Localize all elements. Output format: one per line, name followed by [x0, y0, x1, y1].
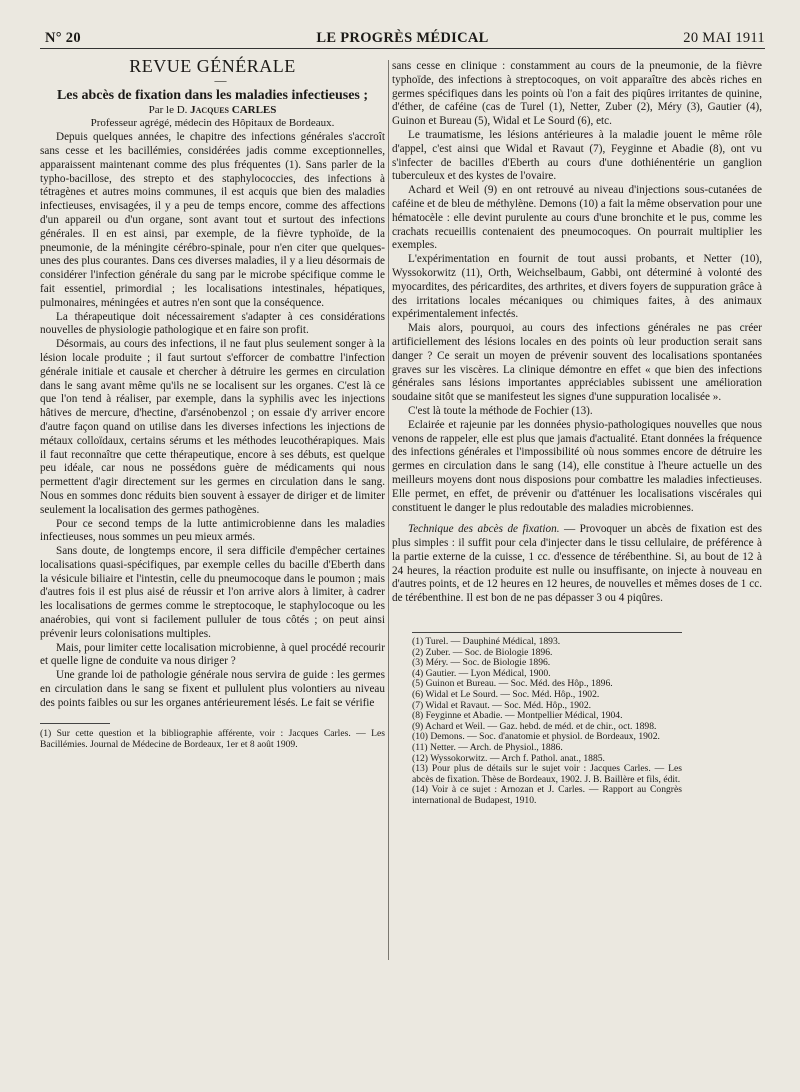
right-column: [392, 60, 762, 807]
technique-paragraph: [392, 523, 762, 606]
page-header: [40, 26, 765, 49]
paragraph: Mais alors, pourquoi, au cours des infections générales ne pas créer artificiellement des lésions locales en des points où leur production serait sans danger ? Ce serait un moyen de prévenir souvent des localisations spontanées graves sur les viscères. La clinique démontre en effet « que bien des infections générales sans lésions importantes appréciables subissent une amélioration soudaine sitôt que se manifesteut les signes d'une suppuration localisée ».: [392, 322, 762, 404]
paragraph: Eclairée et rajeunie par les données physio-pathologiques nouvelles que nous venons de rappeler, elle est plus que jamais d'actualité. Etant données la fréquence des infections générales et l'impossibilité où nous sommes encore de détruire les germes en circulation dans le sang (14), elle constitue à l'heure actuelle un des meilleurs moyens dont nous disposions pour combattre les maladies infectieuses. Elle permet, en effet, de prévenir ou d'atténuer les localisations viscérales qui constituent le danger le plus redoutable des maladies microbiennes.: [392, 418, 762, 514]
footnote-list: [412, 632, 682, 807]
footnote-item: (4) Gautier. — Lyon Médical, 1900.: [412, 667, 551, 679]
paragraph: Pour ce second temps de la lutte antimicrobienne dans les maladies infectieuses, nous sommes un peu mieux armés.: [40, 517, 385, 544]
footnote-item: (13) Pour plus de détails sur le sujet voir : Jacques Carles. — Les abcès de fixation. Thèse de Bordeaux, 1902. J. B. Baillère et fils, édit.: [412, 763, 682, 785]
paragraph: Sans doute, de longtemps encore, il sera difficile d'empêcher certaines localisations quasi-spécifiques, par exemple celles du bacille d'Eberth dans la vésicule biliaire et l'intestin, celle du pneumocoque dans le poumon ; mais d'autres fois il est plus aisé de réussir et l'on arrive alors à limiter, à cadrer les localisations de germes comme le streptocoque, le staphylocoque ou les anaérobies, qui vont si facilement pulluler de tous côtés ; on peut ainsi prévenir leurs colonisations multiples.: [40, 545, 385, 640]
footnote-item: (3) Méry. — Soc. de Biologie 1896.: [412, 657, 551, 669]
issue-number: N° 20: [45, 30, 81, 46]
article-title: Les abcès de fixation dans les maladies infectieuses ;: [56, 87, 369, 103]
paragraph: Le traumatisme, les lésions antérieures à la maladie jouent le même rôle d'appel, c'est ainsi que Widal et Ravaut (7), Feyginne et Abadie (8), ont vu s'infecter de bacilles d'Eberth au cours d'une dothiénentérie un ganglion tuberculeux et des kystes de l'ovaire.: [392, 128, 762, 183]
footnote-item: (1) Turel. — Dauphiné Médical, 1893.: [412, 636, 561, 648]
paragraph: C'est là toute la méthode de Fochier (13).: [408, 404, 593, 417]
footnote-item: (5) Guinon et Bureau. — Soc. Méd. des Hôp., 1896.: [412, 678, 613, 690]
left-column: [40, 56, 385, 750]
paragraph: Une grande loi de pathologie générale nous servira de guide : les germes en circulation dans le sang se fixent et pullulent plus volontiers au niveau des points faibles ou sur les organes antérieurement lésés. Le fait se vérifie: [40, 669, 385, 709]
section-title: REVUE GÉNÉRALE: [129, 56, 296, 76]
footnote-item: (11) Netter. — Arch. de Physiol., 1886.: [412, 742, 563, 754]
paragraph-gap: [392, 515, 762, 523]
footnote-item: (8) Feyginne et Abadie. — Montpellier Médical, 1904.: [412, 710, 623, 722]
byline: [40, 104, 385, 118]
author-affiliation: Professeur agrégé, médecin des Hôpitaux de Bordeaux.: [90, 117, 335, 130]
issue-date: 20 MAI 1911: [683, 30, 765, 46]
technique-text: — Provoquer un abcès de fixation est des plus simples : il suffit pour cela d'injecter dans le tissu cellulaire, de préférence à la partie externe de la cuisse, 1 cc. d'essence de térébenthine. Si, au bout de 12 à 24 heures, la réaction produite est nulle ou insuffisante, on injecte à nouveau en d'autres points, et de 12 heures en 12 heures, de nouvelles et mêmes doses de 1 cc. de térébenthine. Il est bon de ne pas dépasser 3 ou 4 piqûres.: [392, 523, 763, 605]
byline-prefix: Par le D.: [148, 103, 191, 116]
paragraph: L'expérimentation en fournit de tout aussi probants, et Netter (10), Wyssokorwitz (11), Orth, Weichselbaum, Gabbi, ont déterminé à volonté des myocardites, des péricardites, des arthrites, et divers foyers de suppuration grâce à des irritations locales mécaniques ou chimiques faites, à des animaux expérimentalement infectés.: [392, 253, 762, 321]
column-divider: [388, 60, 389, 960]
paragraph: Mais, pour limiter cette localisation microbienne, à quel procédé recourir et quelle ligne de conduite va nous diriger ?: [40, 641, 385, 668]
author-name: Jacques CARLES: [190, 103, 277, 116]
journal-title: LE PROGRÈS MÉDICAL: [316, 30, 489, 46]
footnote-item: (12) Wyssokorwitz. — Arch f. Pathol. anat., 1885.: [412, 752, 605, 764]
paragraph: La thérapeutique doit nécessairement s'adapter à ces considérations nouvelles de physiologie pathologique et en faire son profit.: [40, 310, 385, 337]
footnote-item: (14) Voir à ce sujet : Arnozan et J. Carles. — Rapport au Congrès international de Budapest, 1910.: [412, 784, 682, 806]
footnote-item: (6) Widal et Le Sourd. — Soc. Méd. Hôp., 1902.: [412, 689, 600, 701]
footnote-item: (2) Zuber. — Soc. de Biologie 1896.: [412, 646, 553, 658]
footnote-item: (10) Demons. — Soc. d'anatomie et physiol. de Bordeaux, 1902.: [412, 731, 660, 743]
paragraph: Achard et Weil (9) en ont retrouvé au niveau d'injections sous-cutanées de caféine et de bleu de méthylène. Demons (10) a fait la même observation pour une hématocèle : elle devint purulente au cours d'une bronchite et le pus, comme les crachats recueillis contenaient des pneumocoques. On pourrait multiplier les exemples.: [392, 184, 762, 252]
section-dash: —: [214, 72, 227, 87]
footnote: (1) Sur cette question et la bibliographie afférente, voir : Jacques Carles. — Les Bacillémies. Journal de Médecine de Bordeaux, 1er et 8 août 1909.: [40, 727, 385, 750]
paragraph: Depuis quelques années, le chapitre des infections générales s'accroît sans cesse et les bacillémies, considérées jadis comme exceptionnelles, apparaissent maintenant comme des plus fréquentes (1). Sans parler de la typho-bacillose, des strepto et des staphylococcies, des infections à tétragènes et autres moins communes, il est acquis que bien des maladies infectieuses, envisagées, il y a peu de temps encore, comme des affections d'un appareil ou d'un organe, sont avant tout et surtout des infections générales. Il en est ainsi, par exemple, de la fièvre typhoïde, de la pneumonie, de la méningite cérébro-spinale, pour n'en citer que quelques-unes des plus courantes. Dans ces diverses maladies, il y a lieu désormais de considérer l'infection générale du sang par le microbe spécifique comme le fait essentiel, primordial ; les localisations intestinales, hépatiques, pulmonaires, méningées et autres n'en sont que la conséquence.: [40, 131, 385, 309]
footnote-item: (9) Achard et Weil. — Gaz. hebd. de méd. et de chir., oct. 1898.: [412, 720, 657, 732]
technique-heading: Technique des abcès de fixation.: [408, 523, 560, 536]
paragraph: Désormais, au cours des infections, il ne faut plus seulement songer à la lésion locale produite ; il faut surtout s'efforcer de combattre l'infection générale initiale et causale et chercher à détruire les germes en circulation dans le sang avant même qu'ils ne se localisent sur les organes. C'est là ce que l'on tend à réaliser, par exemple, dans la syphilis avec les injections hâtives de mercure, d'hectine, d'arsénobenzol ; on essaie d'y arriver encore d'autre façon quand on utilise dans les diverses infections les injections de métaux colloïdaux, certains sérums et les méthodes leucothérapiques. Mais il faut reconnaître que cette thérapeutique, encore à ses débuts, est quelque peu idéale, car nous ne possédons guère de médicaments qui nous permettent d'agir directement sur les germes en circulation dans le sang. Nous en sommes donc réduits bien souvent à essayer de diriger et de limiter seulement la localisation des germes pathogènes.: [40, 338, 385, 516]
footnote-item: (7) Widal et Ravaut. — Soc. Méd. Hôp., 1902.: [412, 699, 592, 711]
footnote-rule: [40, 723, 110, 724]
paragraph: sans cesse en clinique : constamment au cours de la pneumonie, de la fièvre typhoïde, des infections à streptocoques, on voit apparaître des abcès riches en germes spécifiques dans les points où l'on a fait des piqûres irritantes de quinine, d'éther, de caféine (cas de Turel (1), Netter, Zuber (2), Méry (3), Gautier (4), Guinon et Bureau (5), Widal et Le Sourd (6), etc.: [392, 60, 762, 128]
